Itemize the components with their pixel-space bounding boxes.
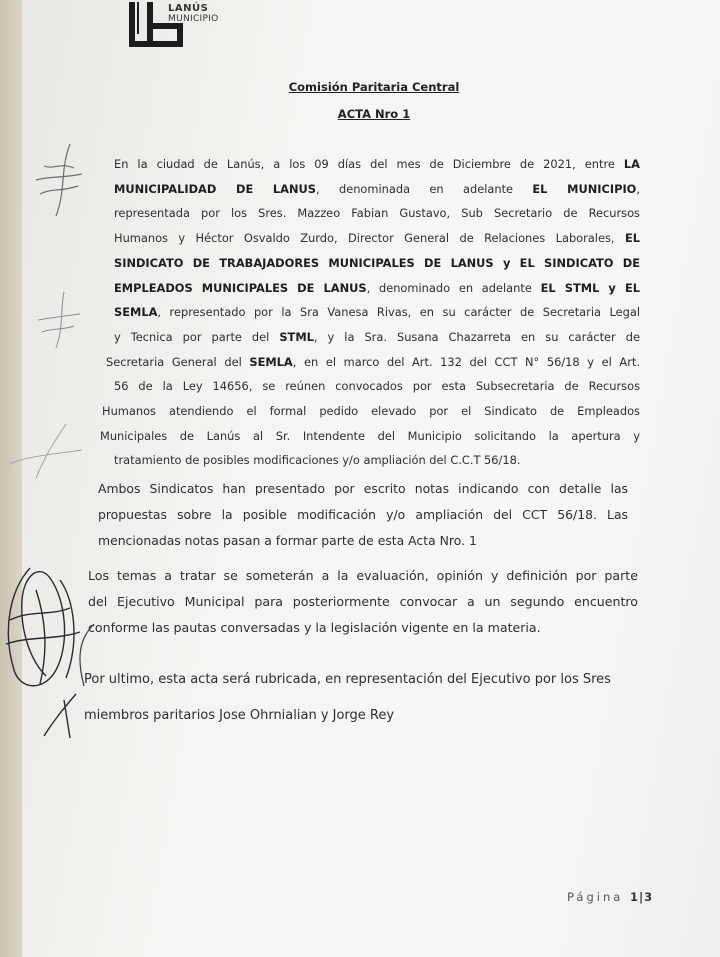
- text-segment: tratamiento de posibles modificaciones y/o ampliación del C.C.T 56/18.: [114, 453, 521, 468]
- handwritten-initial-icon: [30, 140, 90, 220]
- text-line: [114, 300, 640, 325]
- text-segment: , denominada en adelante: [315, 181, 533, 196]
- text-line: [114, 448, 640, 473]
- logo-line1: LANÚS: [168, 3, 209, 14]
- text-line: conforme las pautas conversadas y la legislación vigente en la materia.: [88, 620, 541, 635]
- text-segment: ,: [636, 181, 640, 196]
- text-line: [106, 350, 640, 375]
- handwritten-mark-icon: [70, 620, 100, 690]
- page-current: 1: [629, 890, 639, 904]
- document-subtitle: ACTA Nro 1: [337, 107, 411, 121]
- bold-text: STML: [279, 329, 314, 344]
- bold-text: EL: [624, 231, 640, 246]
- handwritten-initial-icon: [6, 420, 86, 480]
- text-line: Ambos Sindicatos han presentado por escrito notas indicando con detalle las: [98, 481, 628, 496]
- page-label: Página: [567, 890, 624, 904]
- text-line: propuestas sobre la posible modificación y/o ampliación del CCT 56/18. Las: [98, 507, 628, 522]
- bold-text: EL STML y EL: [540, 280, 641, 295]
- bold-text: EL MUNICIPIO: [532, 181, 637, 196]
- text-line: mencionadas notas pasan a formar parte de esta Acta Nro. 1: [98, 533, 477, 548]
- text-line: [100, 424, 640, 449]
- logo-text: [168, 4, 219, 24]
- text-segment: Secretaria General del: [106, 354, 250, 369]
- text-segment: En la ciudad de Lanús, a los 09 días del mes de Diciembre de 2021, entre: [114, 157, 624, 171]
- text-segment: 56 de la Ley 14656, se reúnen convocados por esta Subsecretaria de Recursos: [114, 379, 640, 394]
- text-line: [114, 201, 640, 226]
- text-segment: Municipales de Lanús al Sr. Intendente del Municipio solicitando la apertura y: [100, 428, 640, 443]
- text-segment: , en el marco del Art. 132 del CCT N° 56/18 y el Art.: [292, 354, 640, 369]
- text-segment: Humanos y Héctor Osvaldo Zurdo, Director General de Relaciones Laborales,: [114, 231, 625, 246]
- bold-text: SINDICATO DE TRABAJADORES MUNICIPALES DE LANUS y EL SINDICATO DE: [114, 255, 640, 270]
- text-line: [114, 325, 640, 350]
- text-line: Por ultimo, esta acta será rubricada, en representación del Ejecutivo por los Sres: [84, 672, 611, 687]
- text-segment: y Tecnica por parte del: [114, 329, 280, 344]
- paragraph-notes: [98, 476, 628, 554]
- text-line: [114, 226, 640, 251]
- handwritten-initial-icon: [34, 290, 84, 350]
- text-segment: , y la Sra. Susana Chazarreta en su carácter de: [313, 329, 640, 344]
- page-number: [567, 890, 653, 904]
- text-line: miembros paritarios Jose Ohrnialian y Jorge Rey: [84, 708, 395, 723]
- bold-text: SEMLA: [249, 354, 293, 369]
- paragraph-intro: [100, 152, 641, 473]
- bold-text: EMPLEADOS MUNICIPALES DE LANUS: [114, 280, 367, 295]
- text-line: [114, 374, 640, 399]
- text-line: Los temas a tratar se someterán a la evaluación, opinión y definición por parte: [88, 568, 638, 583]
- text-line: [114, 276, 640, 301]
- text-line: [114, 177, 640, 202]
- paragraph-topics: [88, 563, 638, 641]
- page-total: 3: [644, 890, 654, 904]
- bold-text: LA: [623, 157, 640, 171]
- document-title: Comisión Paritaria Central: [288, 80, 460, 94]
- paragraph-closing: [84, 662, 704, 734]
- page-separator: |: [638, 890, 645, 904]
- text-segment: representada por los Sres. Mazzeo Fabian Gustavo, Sub Secretario de Recursos: [114, 206, 640, 221]
- handwritten-mark-icon: [40, 690, 80, 740]
- text-line: del Ejecutivo Municipal para posteriormente convocar a un segundo encuentro: [88, 594, 638, 609]
- text-line: [102, 399, 640, 424]
- text-line: [114, 152, 640, 177]
- text-segment: , denominado en adelante: [366, 280, 541, 295]
- text-line: [114, 251, 640, 276]
- text-segment: , representado por la Sra Vanesa Rivas, en su carácter de Secretaria Legal: [157, 305, 640, 320]
- logo-line2: MUNICIPIO: [168, 14, 219, 24]
- text-segment: Humanos atendiendo el formal pedido elevado por el Sindicato de Empleados: [102, 404, 640, 419]
- bold-text: MUNICIPALIDAD DE LANUS: [114, 181, 316, 196]
- bold-text: SEMLA: [114, 305, 158, 320]
